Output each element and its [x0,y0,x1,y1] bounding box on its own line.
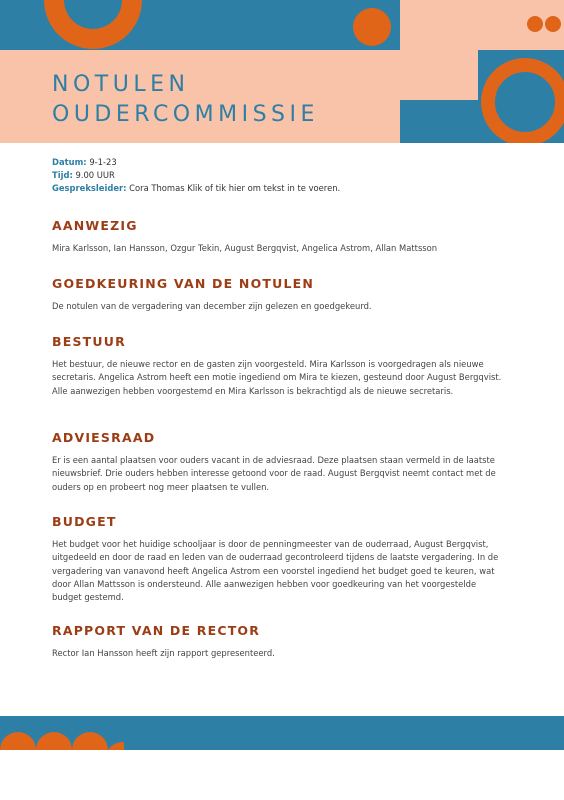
section-heading: GOEDKEURING VAN DE NOTULEN [52,276,315,291]
lead-value[interactable]: Cora Thomas Klik of tik hier om tekst in te voeren. [129,183,341,193]
time-value: 9.00 UUR [75,170,115,180]
dot-shape [545,16,561,32]
page-title [52,70,319,130]
section-body: Het bestuur, de nieuwe rector en de gasten zijn voorgesteld. Mira Karlsson is voorgedragen als nieuwe secretaris. Angelica Astrom heeft een motie ingediend om Mira te kiezen, gesteund door August Bergqvist. Alle aanwezigen hebben voorgestemd en Mira Karlsson is bekrachtigd als de nieuwe secretaris. [52,359,502,396]
title-line-1: NOTULEN [52,72,190,97]
section-advisory-council [52,430,504,494]
section-body: Rector Ian Hansson heeft zijn rapport gepresenteerd. [52,648,275,658]
lead-label: Gespreksleider: [52,183,127,193]
header-banner [0,0,564,143]
footer-decoration [0,716,564,800]
section-heading: ADVIESRAAD [52,430,156,445]
section-rector-report [52,623,504,660]
date-label: Datum: [52,157,87,167]
date-value: 9-1-23 [89,157,117,167]
dot-shape [527,16,543,32]
section-budget [52,514,504,604]
section-body: De notulen van de vergadering van december zijn gelezen en goedgekeurd. [52,301,372,311]
circle-shape [353,8,391,46]
meeting-details [52,156,340,195]
section-board [52,334,504,398]
section-body: Er is een aantal plaatsen voor ouders vacant in de adviesraad. Deze plaatsen staan vermeld in de laatste nieuwsbrief. Drie ouders hebben interesse getoond voor de raad. August Bergqvist neemt contact met de ouders op en probeert nog meer plaatsen te vullen. [52,455,496,492]
date-row [52,156,340,169]
section-heading: BESTUUR [52,334,126,349]
section-body: Mira Karlsson, Ian Hansson, Ozgur Tekin, August Bergqvist, Angelica Astrom, Allan Mattsson [52,243,438,253]
section-body: Het budget voor het huidige schooljaar is door de penningmeester van de ouderraad, August Bergqvist, uitgedeeld en door de raad en leden van de ouderraad gecontroleerd tijdens de laatste vergadering. In de vergadering van vanavond heeft Angelica Astrom een voorstel ingediend het budget goed te keuren, wat door Allan Mattsson is ondersteund. Alle aanwezigen hebben voor goedkeuring van het voorgestelde budget gestemd. [52,539,499,603]
section-heading: BUDGET [52,514,117,529]
lead-row [52,182,340,195]
section-minutes-approval [52,276,504,313]
title-line-2: OUDERCOMMISSIE [52,102,319,127]
time-label: Tijd: [52,170,73,180]
section-attendees [52,218,504,255]
time-row [52,169,340,182]
footer-banner [0,716,564,800]
section-heading: RAPPORT VAN DE RECTOR [52,623,261,638]
section-heading: AANWEZIG [52,218,138,233]
